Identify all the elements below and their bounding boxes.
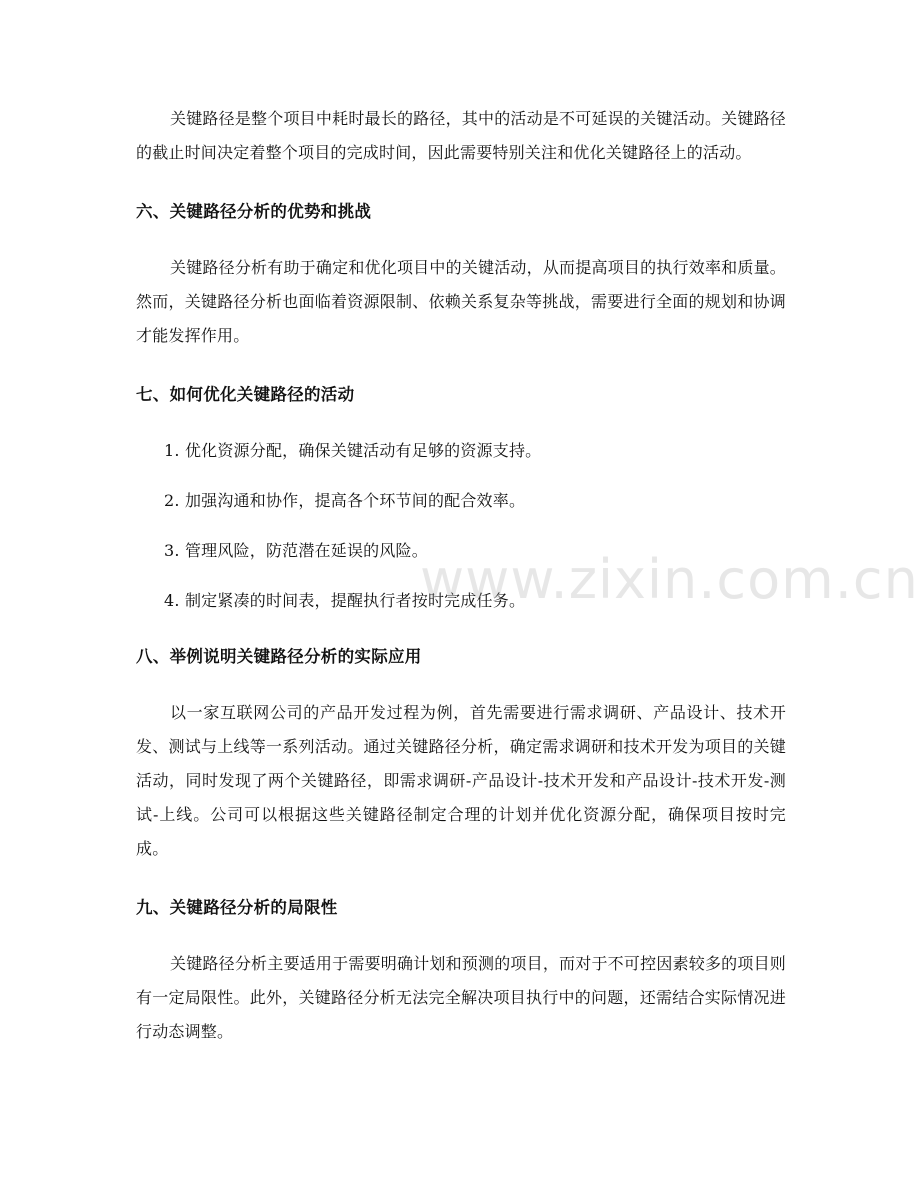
- section-eight-paragraph: 以一家互联网公司的产品开发过程为例，首先需要进行需求调研、产品设计、技术开发、测试与上线等一系列活动。通过关键路径分析，确定需求调研和技术开发为项目的关键活动，同时发现了两个关键路径，即需求调研-产品设计-技术开发和产品设计-技术开发-测试-上线。公司可以根据这些关键路径制定合理的计划并优化资源分配，确保项目按时完成。: [136, 703, 786, 858]
- section-six-paragraph: 关键路径分析有助于确定和优化项目中的关键活动，从而提高项目的执行效率和质量。然而，关键路径分析也面临着资源限制、依赖关系复杂等挑战，需要进行全面的规划和协调才能发挥作用。: [136, 258, 786, 345]
- section-nine-heading: 九、关键路径分析的局限性: [136, 898, 338, 917]
- list-item: 1. 优化资源分配，确保关键活动有足够的资源支持。: [164, 441, 542, 460]
- list-item: 2. 加强沟通和协作，提高各个环节间的配合效率。: [164, 491, 526, 510]
- watermark: www.zixin.com.cn: [420, 548, 919, 611]
- section-eight-heading: 八、举例说明关键路径分析的实际应用: [136, 647, 422, 666]
- document-body: [136, 102, 786, 1074]
- list-item: 4. 制定紧凑的时间表，提醒执行者按时完成任务。: [164, 591, 526, 610]
- list-item: 3. 管理风险，防范潜在延误的风险。: [164, 541, 428, 560]
- intro-paragraph: 关键路径是整个项目中耗时最长的路径，其中的活动是不可延误的关键活动。关键路径的截止时间决定着整个项目的完成时间，因此需要特别关注和优化关键路径上的活动。: [136, 109, 786, 162]
- section-seven-heading: 七、如何优化关键路径的活动: [136, 385, 355, 404]
- section-six-heading: 六、关键路径分析的优势和挑战: [136, 202, 372, 221]
- section-nine-paragraph: 关键路径分析主要适用于需要明确计划和预测的项目，而对于不可控因素较多的项目则有一定局限性。此外，关键路径分析无法完全解决项目执行中的问题，还需结合实际情况进行动态调整。: [136, 954, 786, 1041]
